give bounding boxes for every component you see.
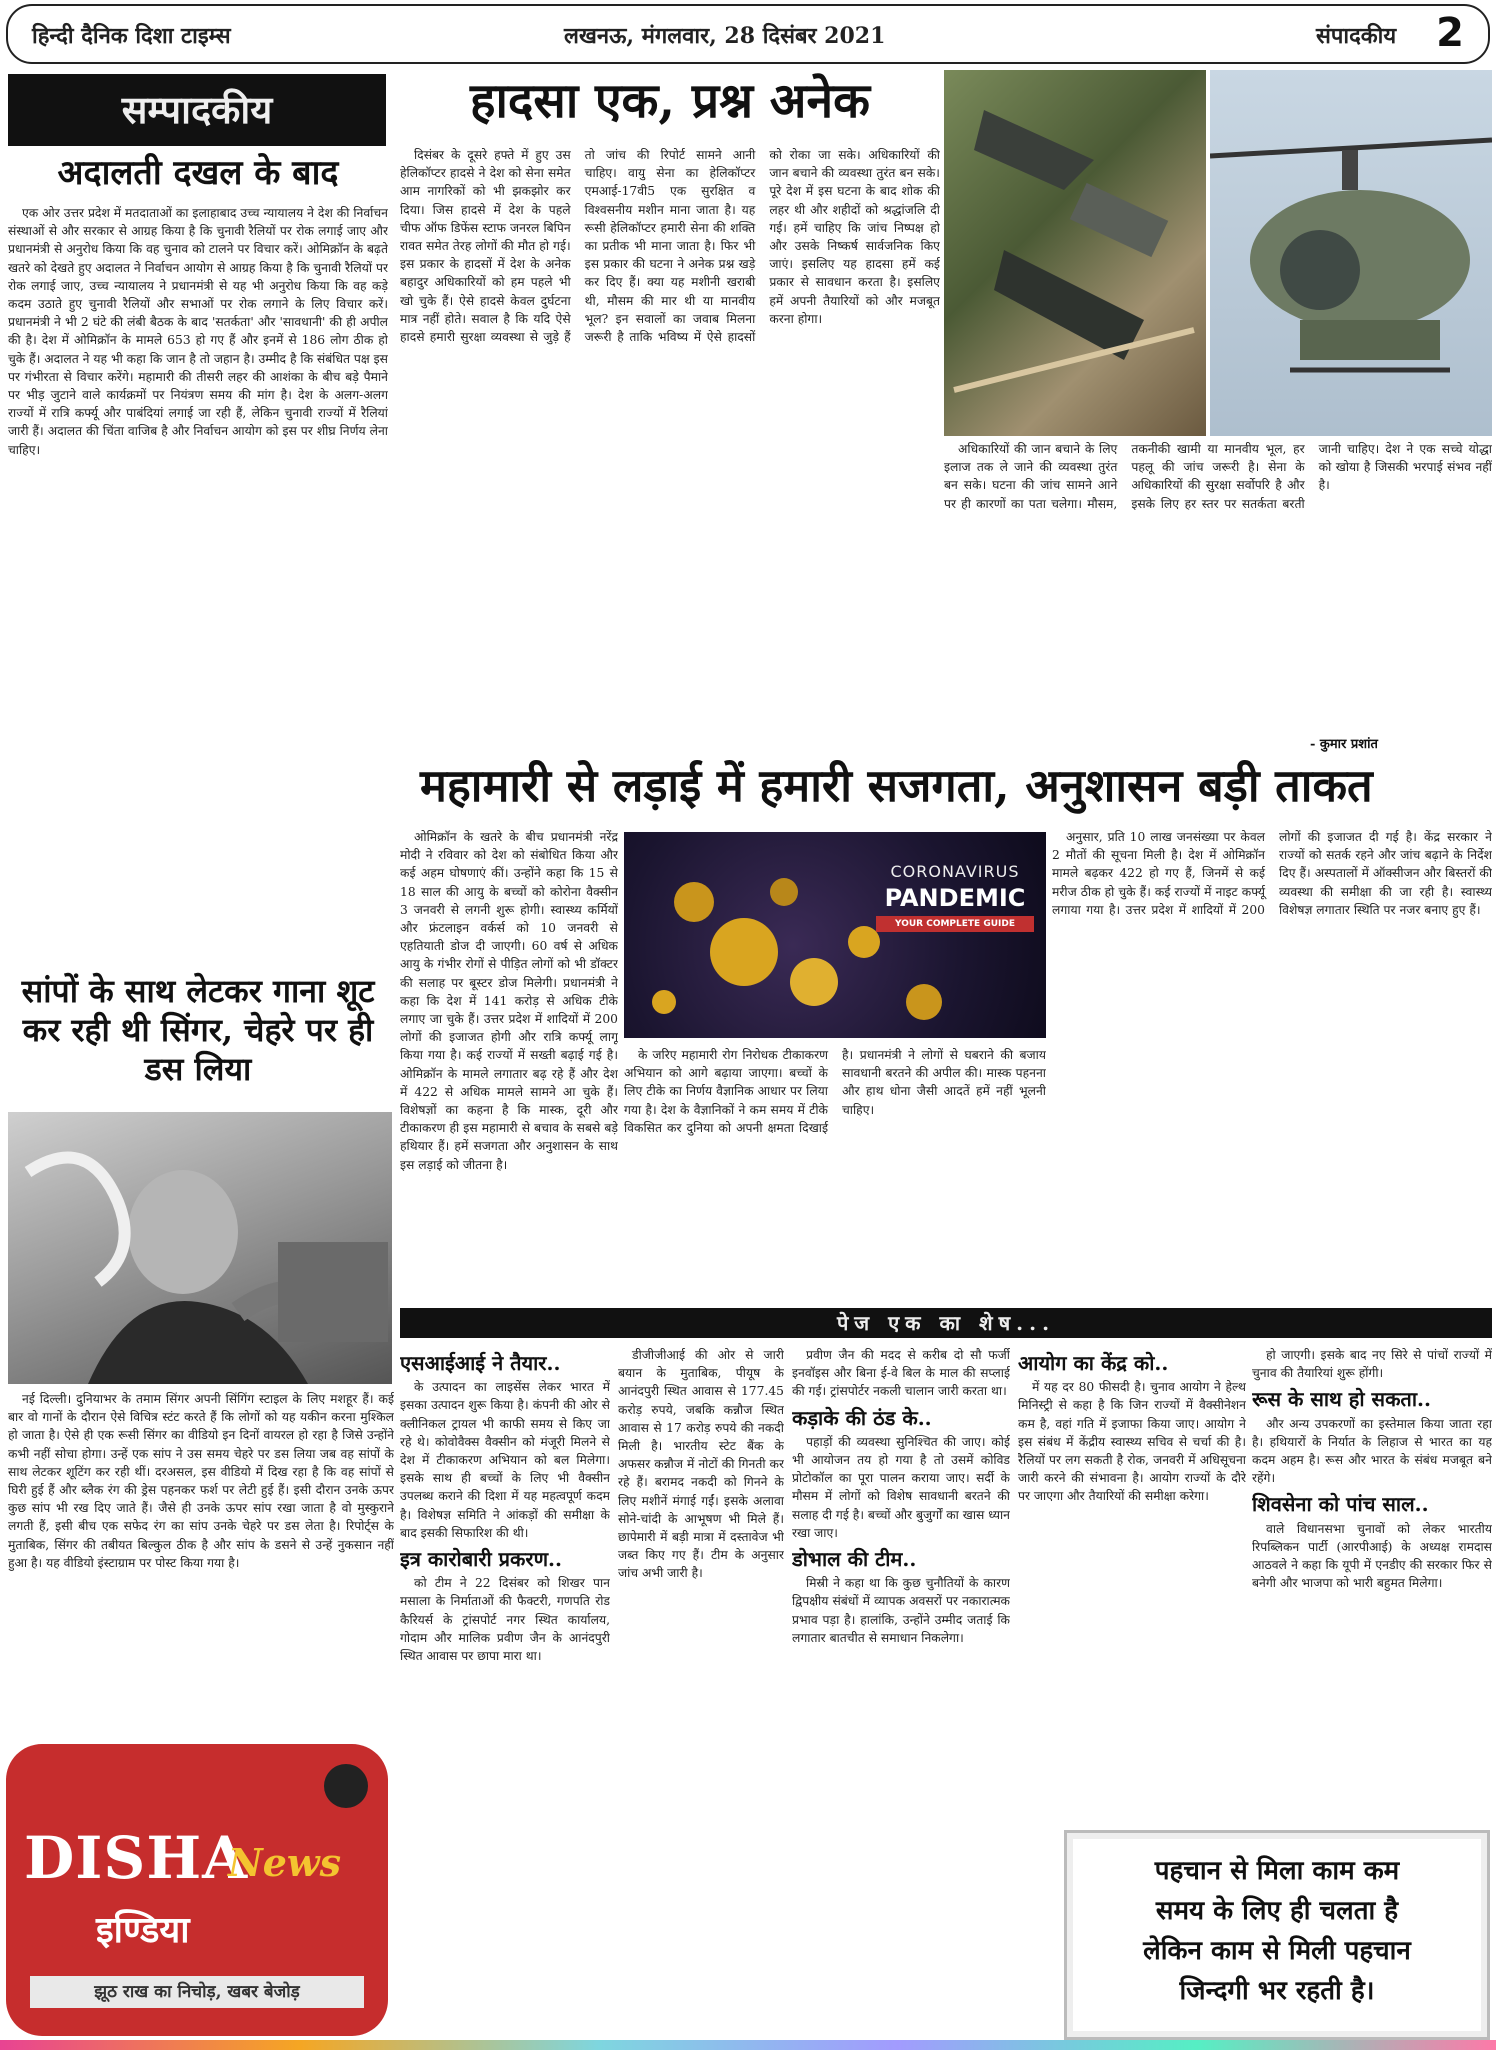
continued-title-4: आयोग का केंद्र को.. (1018, 1351, 1169, 1375)
snake-headline: सांपों के साथ लेटकर गाना शूट कर रही थी सिंगर, चेहरे पर ही डस लिया (21, 972, 375, 1089)
continued-col5: हो जाएगी। इसके बाद नए सिरे से पांचों राज्यों में चुनाव की तैयारियां शुरू होंगी। रूस के साथ हो सकता.. और अन्य उपकरणों का इस्तेमाल किया जाता रहा है। हथियारों के निर्यात के लिहाज से भारत का यह कदम अहम है। रूस और भारत के संबंध मजबूत बने रहेंगे। शिवसेना को पांच साल.. वाले विधानसभा चुनावों को लेकर भारतीय रिपब्लिकन पार्टी (आरपीआई) के अध्यक्ष रामदास आठवले ने कहा कि यूपी में एनडीए की सरकार फिर से बनेगी और भाजपा को भारी बहुमत मिलेगा। (1252, 1348, 1492, 1591)
microphone-icon (324, 1764, 368, 1808)
continued-title-1b: इत्र कारोबारी प्रकरण.. (400, 1547, 562, 1572)
logo-brand-news: News (228, 1840, 342, 1885)
quote-line-4: जिन्दगी भर रहती है। (1179, 1976, 1375, 2006)
coronavirus-graphic (624, 832, 1046, 1038)
editorial-body: एक ओर उत्तर प्रदेश में मतदाताओं का इलाहाबाद उच्च न्यायालय ने देश की निर्वाचन संस्थाओं से और सरकार से आग्रह किया है कि चुनावी रैलियों पर रोक लगाई जाए और प्रधानमंत्री से अनुरोध किया कि वह चुनाव को टालने पर विचार करें। ओमिक्रॉन के बढ़ते खतरे को देखते हुए अदालत ने निर्वाचन आयोग से आग्रह किया है कि चुनावी रैलियों पर रोक लगाई जाए, उच्च न्यायालय ने प्रधानमंत्री से यह भी अनुरोध किया कि वह कड़े कदम उठाते हुए चुनावी रैलियों और सभाओं पर रोक लगाने के लिए विचार करें। प्रधानमंत्री ने भी 2 घंटे की लंबी बैठक के बाद 'सतर्कता' और 'सावधानी' की ही अपील की है। देश में ओमिक्रॉन के मामले 653 हो गए हैं और इनमें से 186 लोग ठीक हो चुके हैं। अदालत ने यह भी कहा कि जान है तो जहान है। उम्मीद है कि संबंधित पक्ष इस पर गंभीरता से विचार करेंगे। महामारी की तीसरी लहर की आशंका के बीच बड़े पैमाने पर भीड़ जुटाने वाले कार्यक्रमों पर नियंत्रण समय की मांग है। देश के अलग-अलग राज्यों में रात्रि कर्फ्यू और पाबंदियां लगाई जा रही हैं, लेकिन चुनावी राज्यों में रैलियां जारी हैं। अदालत की चिंता वाजिब है और निर्वाचन आयोग को इस पर शीघ्र निर्णय लेना चाहिए। (8, 206, 388, 457)
crash-site-photo (944, 70, 1206, 436)
continued-band: पेज एक का शेष... (400, 1308, 1492, 1338)
logo-tagline: झूठ राख का निचोड़, खबर बेजोड़ (30, 1976, 364, 2008)
pandemic-graphic-line1: CORONAVIRUS (890, 862, 1020, 881)
pandemic-graphic-line2: PANDEMIC (884, 884, 1026, 912)
section-name: संपादकीय (1316, 23, 1397, 49)
quote-line-2: समय के लिए ही चलता है (1155, 1896, 1399, 1926)
decorative-bottom-strip (0, 2040, 1496, 2050)
disha-news-logo (6, 1744, 388, 2036)
page-number: 2 (1436, 10, 1464, 56)
helicopter-image (1210, 70, 1492, 436)
paper-name: हिन्दी दैनिक दिशा टाइम्स (32, 23, 231, 49)
continued-title-3c: डोभाल की टीम.. (792, 1547, 917, 1572)
helicopter-photo (1210, 70, 1492, 436)
continued-col1: एसआईआई ने तैयार.. के उत्पादन का लाइसेंस लेकर भारत में इसका उत्पादन शुरू किया है। कंपनी की ओर से क्लीनिकल ट्रायल भी काफी समय से किए जा रहे थे। कोवोवैक्स वैक्सीन को मंजूरी मिलने से देश में टीकाकरण अभियान को बल मिलेगा। इसके साथ ही बच्चों के लिए भी वैक्सीन उपलब्ध कराने की दिशा में यह महत्वपूर्ण कदम है। विशेषज्ञ समिति ने आंकड़ों की समीक्षा के बाद इसकी सिफारिश की थी। इत्र कारोबारी प्रकरण.. को टीम ने 22 दिसंबर को शिखर पान मसाला के निर्माताओं की फैक्टरी, गणपति रोड कैरियर्स के ट्रांसपोर्ट नगर स्थित कार्यालय, गोदाम और मालिक प्रवीण जैन के आनंदपुरी स्थित आवास पर छापा मारा था। (400, 1351, 610, 1664)
pandemic-body-col3: अनुसार, प्रति 10 लाख जनसंख्या पर केवल 2 मौतों की सूचना मिली है। देश में ओमिक्रॉन मामले बढ़कर 422 हो गए हैं, जिनमें से कई मरीज ठीक हो चुके हैं। कई राज्यों में नाइट कर्फ्यू लगाया गया है। उत्तर प्रदेश में शादियों में 200 लोगों की इजाजत दी गई है। केंद्र सरकार ने राज्यों को सतर्क रहने और जांच बढ़ाने के निर्देश दिए हैं। अस्पतालों में ऑक्सीजन और बिस्तरों की व्यवस्था की समीक्षा की जा रही है। स्वास्थ्य विशेषज्ञ लगातार स्थिति पर नजर बनाए हुए हैं। (1052, 830, 1492, 917)
masthead (6, 4, 1490, 64)
pandemic-body-col2: के जरिए महामारी रोग निरोधक टीकाकरण अभियान को आगे बढ़ाया जाएगा। बच्चों के लिए टीके का निर्णय वैज्ञानिक आधार पर लिया गया है। देश के वैज्ञानिकों ने कम समय में टीके विकसित कर दुनिया को अपनी क्षमता दिखाई है। प्रधानमंत्री ने लोगों से घबराने की बजाय सावधानी बरतने की अपील की। मास्क पहनना और हाथ धोना जैसी आदतें हमें नहीं भूलनी चाहिए। (624, 1048, 1046, 1135)
continued-col3: प्रवीण जैन की मदद से करीब दो सौ फर्जी इनवॉइस और बिना ई-वे बिल के माल की सप्लाई की गई। ट्रांसपोर्टर नकली चालान जारी करता था। कड़ाके की ठंड के.. पहाड़ों की व्यवस्था सुनिश्चित की जाए। कोई भी आयोजन तय हो गया है तो उसमें कोविड प्रोटोकॉल का पूरा पालन कराया जाए। सर्दी के मौसम में लोगों को विशेष सावधानी बरतने की सलाह दी गई है। बच्चों और बुजुर्गों का खास ध्यान रखा जाए। डोभाल की टीम.. मिस्री ने कहा था कि कुछ चुनौतियों के कारण द्विपक्षीय संबंधों में व्यापक अवसरों पर नकारात्मक प्रभाव पड़ा है। हालांकि, उन्होंने उम्मीद जताई कि लगातार बातचीत से समाधान निकलेगा। (792, 1348, 1010, 1645)
pandemic-body-col1: ओमिक्रॉन के खतरे के बीच प्रधानमंत्री नरेंद्र मोदी ने रविवार को देश को संबोधित किया और कई अहम घोषणाएं कीं। उन्होंने कहा कि 15 से 18 साल की आयु के बच्चों को कोरोना वैक्सीन 3 जनवरी से लगनी शुरू होगी। स्वास्थ्य कर्मियों और फ्रंटलाइन वर्कर्स को 10 जनवरी से एहतियाती डोज दी जाएगी। 60 वर्ष से अधिक आयु के गंभीर रोगों से पीड़ित लोगों को भी डॉक्टर की सलाह पर बूस्टर डोज मिलेगी। प्रधानमंत्री ने कहा कि देश में 141 करोड़ से अधिक टीके लगाए जा चुके हैं। उत्तर प्रदेश में शादियों में 200 लोगों की इजाजत होगी और रात्रि कर्फ्यू लागू किया गया है। कई राज्यों में सख्ती बढ़ाई गई है। ओमिक्रॉन के मामले लगातार बढ़ रहे हैं और देश में 422 से अधिक मामले सामने आ चुके हैं। विशेषज्ञों का कहना है कि मास्क, दूरी और टीकाकरण ही इस महामारी से बचाव के सबसे बड़े हथियार हैं। हमें सजगता और अनुशासन के साथ इस लड़ाई को जीतना है। (400, 830, 618, 1172)
singer-snake-image (8, 1112, 392, 1384)
pandemic-headline: महामारी से लड़ाई में हमारी सजगता, अनुशासन बड़ी ताकत (420, 759, 1373, 812)
singer-photo (8, 1112, 392, 1384)
continued-col2: डीजीजीआई की ओर से जारी बयान के मुताबिक, पीयूष के आनंदपुरी स्थित आवास से 177.45 करोड़ रुपये, जबकि कन्नौज स्थित आवास से 17 करोड़ रुपये की नकदी मिली है। भारतीय स्टेट बैंक के अफसर कन्नौज में नोटों की गिनती कर रहे हैं। बरामद नकदी को गिनने के लिए मशीनें मंगाई गईं। इसके अलावा सोने-चांदी के आभूषण भी मिले हैं। छापेमारी में बड़ी मात्रा में दस्तावेज भी जब्त किए गए हैं। टीम के अनुसार जांच अभी जारी है। (618, 1348, 784, 1581)
continued-title-5c: शिवसेना को पांच साल.. (1252, 1492, 1429, 1517)
dateline: लखनऊ, मंगलवार, 28 दिसंबर 2021 (564, 23, 886, 49)
editorial-title: अदालती दखल के बाद (57, 153, 339, 193)
lead-byline: - कुमार प्रशांत (1310, 737, 1378, 752)
logo-brand: DISHA (24, 1824, 249, 1892)
continued-col4: आयोग का केंद्र को.. में यह दर 80 फीसदी है। चुनाव आयोग ने हेल्थ मिनिस्ट्री से कहा है कि जिन राज्यों में वैक्सीनेशन कम है, वहां गति में इजाफा किया जाए। आयोग ने इस संबंध में केंद्रीय स्वास्थ्य सचिव से चर्चा की है। रैलियों पर लग सकती है रोक, जनवरी में अधिसूचना जारी करने की संभावना है। आयोग राज्यों के दौरे पर जाएगा और तैयारियों की समीक्षा करेगा। (1018, 1351, 1246, 1504)
quote-line-3: लेकिन काम से मिली पहचान (1143, 1936, 1411, 1966)
crash-wreckage-image (944, 70, 1206, 436)
snake-body: नई दिल्ली। दुनियाभर के तमाम सिंगर अपनी सिंगिंग स्टाइल के लिए मशहूर हैं। कई बार वो गानों के दौरान ऐसे विचित्र स्टंट करते हैं कि लोगों को यह यकीन करना मुश्किल हो जाता है। ऐसे ही एक रूसी सिंगर का वीडियो इन दिनों वायरल हो रहा है जिसे उन्होंने कभी नहीं सोचा होगा। उन्हें एक सांप ने उस समय चेहरे पर डस लिया जब वह सांपों के साथ लेटकर शूटिंग कर रही थीं। दरअसल, इस वीडियो में दिख रहा है कि वह सांपों से घिरी हुई हैं और ब्लैक रंग की ड्रेस पहनकर फर्श पर लेटी हुई हैं। इसी दौरान उनके ऊपर कुछ सांप भी रख दिए जाते हैं। जैसे ही उनके ऊपर सांप रखा जाता है वो मुस्कुराने लगती हैं, इसी बीच एक सफेद रंग का सांप उनके चेहरे पर डस लेता है। रिपोर्ट्स के मुताबिक, सिंगर की तबीयत बिल्कुल ठीक है और सांप के डसने से उन्हें नुकसान नहीं हुआ है। यह वीडियो इंस्टाग्राम पर पोस्ट किया गया है। (8, 1392, 394, 1570)
quote-line-1: पहचान से मिला काम कम (1154, 1856, 1400, 1886)
lead-body-continued: अधिकारियों की जान बचाने के लिए इलाज तक ले जाने की व्यवस्था तुरंत बन सके। घटना की जांच सामने आने पर ही कारणों का पता चलेगा। मौसम, तकनीकी खामी या मानवीय भूल, हर पहलू की जांच जरूरी है। सेना के अधिकारियों की सुरक्षा सर्वोपरि है और इसके लिए हर स्तर पर सतर्कता बरती जानी चाहिए। देश ने एक सच्चे योद्धा को खोया है जिसकी भरपाई संभव नहीं है। (944, 442, 1492, 511)
continued-title-3b: कड़ाके की ठंड के.. (792, 1405, 932, 1430)
lead-body: दिसंबर के दूसरे हफ्ते में हुए उस हेलिकॉप्टर हादसे ने देश को सेना समेत आम नागरिकों को भी झकझोर कर दिया। जिस हादसे में देश के पहले चीफ ऑफ डिफेंस स्टाफ जनरल बिपिन रावत समेत तेरह लोगों की मौत हो गई। इस प्रकार के हादसों में देश के अनेक बहादुर अधिकारियों को हम पहले भी खो चुके हैं। ऐसे हादसे केवल दुर्घटना मात्र नहीं होते। सवाल है कि यदि ऐसे हादसे हमारी सुरक्षा व्यवस्था से जुड़े हैं तो जांच की रिपोर्ट सामने आनी चाहिए। वायु सेना का हेलिकॉप्टर एमआई-17वी5 एक सुरक्षित व विश्वसनीय मशीन माना जाता है। यह रूसी हेलिकॉप्टर हमारी सेना की शक्ति का प्रतीक भी माना जाता है। फिर भी इस प्रकार की घटना ने अनेक प्रश्न खड़े कर दिए हैं। क्या यह मशीनी खराबी थी, मौसम की मार थी या मानवीय भूल? इन सवालों का जवाब मिलना जरूरी है ताकि भविष्य में ऐसे हादसों को रोका जा सके। अधिकारियों की जान बचाने की व्यवस्था तुरंत बन सके। पूरे देश में इस घटना के बाद शोक की लहर थी और शहीदों को श्रद्धांजलि दी गई। हमें चाहिए कि जांच निष्पक्ष हो और उसके निष्कर्ष सार्वजनिक किए जाएं। इसलिए यह हादसा हमें कई प्रकार से सावधान करता है। इसलिए हमें अपनी तैयारियों को और मजबूत करना होगा। (400, 148, 940, 345)
quote-box (1064, 1830, 1490, 2040)
pandemic-graphic-line3: YOUR COMPLETE GUIDE (876, 916, 1034, 932)
continued-title-5b: रूस के साथ हो सकता.. (1252, 1387, 1431, 1412)
editorial-band: सम्पादकीय (8, 74, 386, 146)
lead-headline: हादसा एक, प्रश्न अनेक (470, 73, 870, 129)
continued-title-1: एसआईआई ने तैयार.. (400, 1351, 561, 1375)
logo-country: इण्डिया (96, 1909, 190, 1951)
